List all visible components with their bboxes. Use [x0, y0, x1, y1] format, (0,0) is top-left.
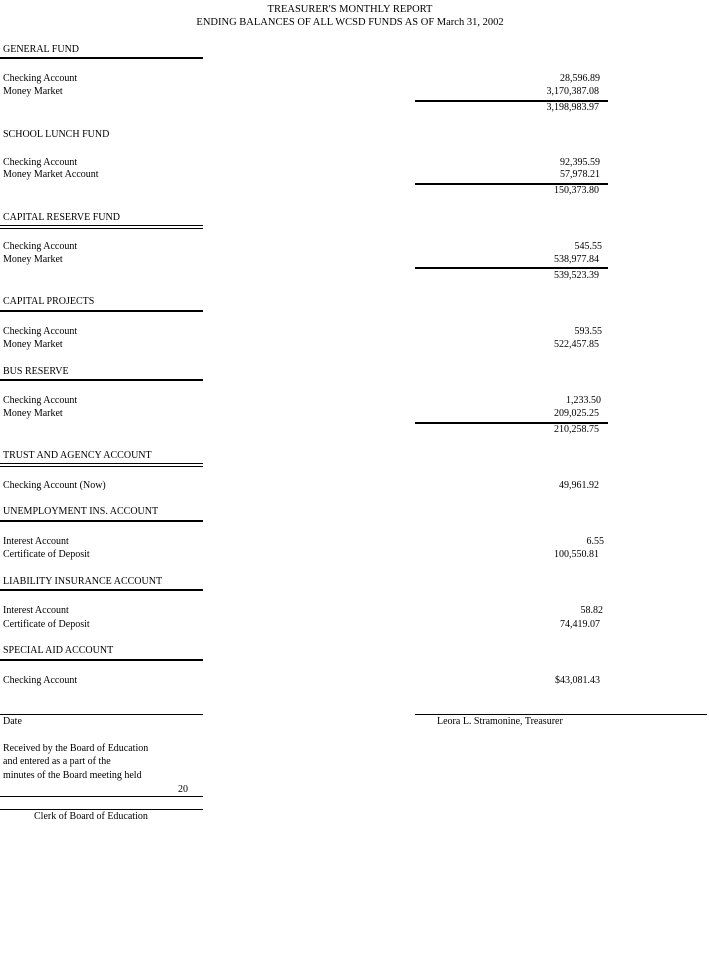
- year-prefix: 20: [178, 784, 188, 795]
- total-rule: [415, 267, 608, 269]
- fund-item-label: Money Market Account: [3, 169, 99, 180]
- fund-item-amount: 92,395.59: [560, 157, 600, 168]
- fund-item-amount: 593.55: [574, 326, 602, 337]
- treasurer-name: Leora L. Stramonine, Treasurer: [437, 716, 563, 727]
- fund-item-amount: 1,233.50: [566, 395, 601, 406]
- fund-heading-special-aid: SPECIAL AID ACCOUNT: [3, 645, 114, 656]
- meeting-date-line: [0, 796, 203, 797]
- heading-rule: [0, 225, 203, 226]
- fund-item-amount: 57,978.21: [560, 169, 600, 180]
- clerk-signature-line: [0, 809, 203, 810]
- fund-item-label: Money Market: [3, 86, 63, 97]
- fund-item-amount: 58.82: [580, 605, 603, 616]
- received-text-line: and entered as a part of the: [3, 756, 111, 767]
- fund-item-amount: 49,961.92: [559, 480, 599, 491]
- fund-heading-school-lunch: SCHOOL LUNCH FUND: [3, 129, 110, 140]
- report-title: TREASURER'S MONTHLY REPORT: [267, 4, 433, 15]
- fund-item-label: Certificate of Deposit: [3, 619, 90, 630]
- fund-item-label: Checking Account: [3, 395, 78, 406]
- fund-item-amount: 209,025.25: [554, 408, 599, 419]
- fund-item-amount: 538,977.84: [554, 254, 599, 265]
- fund-item-label: Checking Account: [3, 326, 78, 337]
- fund-item-label: Checking Account: [3, 73, 78, 84]
- fund-heading-unemployment: UNEMPLOYMENT INS. ACCOUNT: [3, 506, 159, 517]
- date-label: Date: [3, 716, 22, 727]
- fund-item-label: Money Market: [3, 408, 63, 419]
- fund-item-amount: 6.55: [586, 536, 604, 547]
- fund-item-label: Checking Account: [3, 675, 78, 686]
- fund-item-amount: 3,170,387.08: [546, 86, 599, 97]
- heading-rule: [0, 463, 203, 464]
- heading-rule: [0, 466, 203, 467]
- received-text-line: minutes of the Board meeting held: [3, 770, 142, 781]
- heading-rule: [0, 520, 203, 522]
- fund-heading-general: GENERAL FUND: [3, 44, 80, 55]
- report-subtitle: ENDING BALANCES OF ALL WCSD FUNDS AS OF March 31, 2002: [196, 17, 504, 28]
- fund-total: 150,373.80: [554, 185, 599, 196]
- heading-rule: [0, 589, 203, 591]
- fund-heading-trust-agency: TRUST AND AGENCY ACCOUNT: [3, 450, 152, 461]
- heading-rule: [0, 310, 203, 312]
- date-signature-line: [0, 714, 203, 715]
- fund-total: 210,258.75: [554, 424, 599, 435]
- clerk-label: Clerk of Board of Education: [34, 811, 148, 822]
- fund-item-amount: 28,596.89: [560, 73, 600, 84]
- fund-item-label: Money Market: [3, 254, 63, 265]
- heading-rule: [0, 379, 203, 381]
- fund-item-label: Checking Account (Now): [3, 480, 106, 491]
- fund-item-amount: 100,550.81: [554, 549, 599, 560]
- fund-item-amount: 545.55: [574, 241, 602, 252]
- fund-item-amount: 74,419.07: [560, 619, 600, 630]
- fund-item-label: Certificate of Deposit: [3, 549, 90, 560]
- heading-rule: [0, 228, 203, 229]
- fund-heading-capital-projects: CAPITAL PROJECTS: [3, 296, 95, 307]
- fund-heading-liability: LIABILITY INSURANCE ACCOUNT: [3, 576, 163, 587]
- fund-item-label: Interest Account: [3, 536, 69, 547]
- received-text-line: Received by the Board of Education: [3, 743, 149, 754]
- fund-total: 3,198,983.97: [546, 102, 599, 113]
- fund-heading-capital-reserve: CAPITAL RESERVE FUND: [3, 212, 120, 223]
- heading-rule: [0, 659, 203, 661]
- fund-item-amount: 522,457.85: [554, 339, 599, 350]
- treasurer-signature-line: [415, 714, 707, 715]
- fund-item-label: Checking Account: [3, 241, 78, 252]
- fund-item-label: Checking Account: [3, 157, 78, 168]
- fund-item-label: Money Market: [3, 339, 63, 350]
- fund-heading-bus-reserve: BUS RESERVE: [3, 366, 69, 377]
- fund-item-label: Interest Account: [3, 605, 69, 616]
- heading-rule: [0, 57, 203, 59]
- fund-total: 539,523.39: [554, 270, 599, 281]
- fund-item-amount: $43,081.43: [555, 675, 600, 686]
